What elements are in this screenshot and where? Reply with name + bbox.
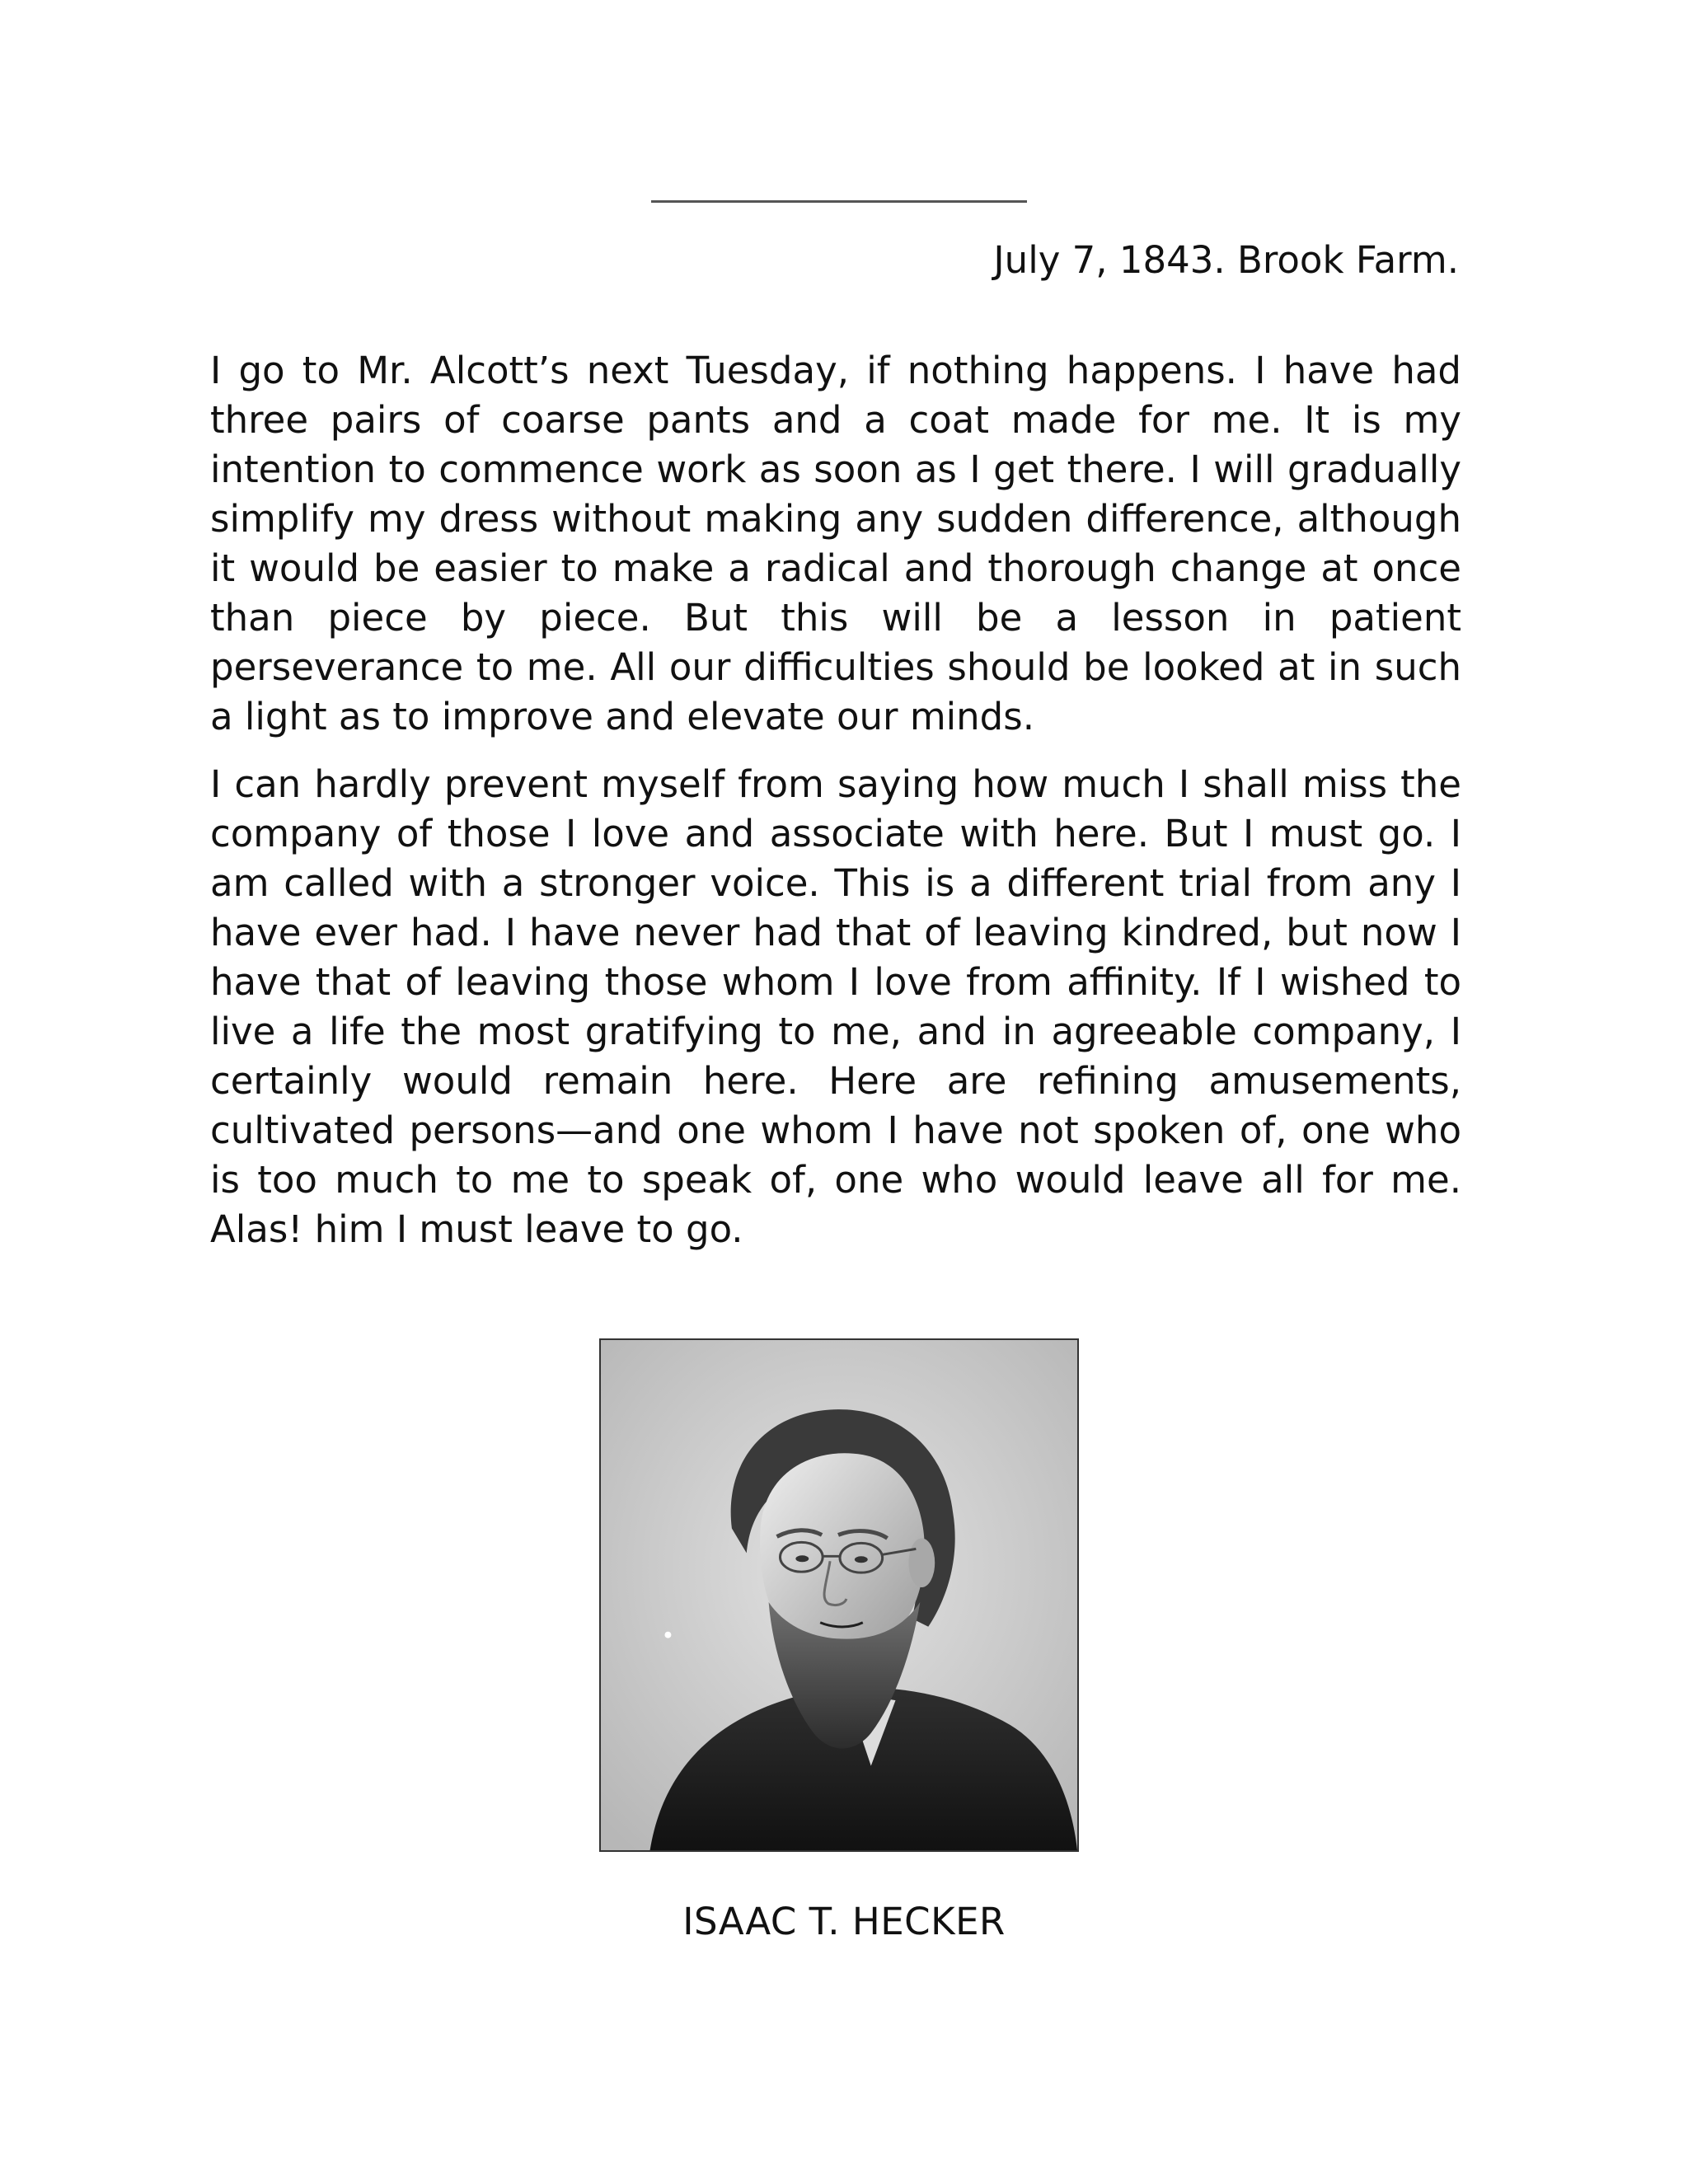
portrait-image [599,1338,1079,1852]
top-divider [651,200,1027,203]
body-text [210,346,1461,1272]
portrait-caption: ISAAC T. HECKER [682,1900,1006,1943]
paragraph-1: I go to Mr. Alcott’s next Tuesday, if nothing happens. I have had three pairs of coarse pants and a coat made for me. It is my intention to commence work as soon as I get there. I will gradually simplify my dress without making any sudden difference, although it would be easier to make a radical and thorough change at once than piece by piece. But this will be a lesson in patient perseverance to me. All our difficulties should be looked at in such a light as to improve and elevate our minds. [210,349,1461,738]
paragraph-2: I can hardly prevent myself from saying how much I shall miss the company of those I love and associate with here. But I must go. I am called with a stronger voice. This is a different trial from any I have ever had. I have never had that of leaving kindred, but now I have that of leaving those whom I love from affinity. If I wished to live a life the most gratifying to me, and in agreeable company, I certainly would remain here. Here are refining amusements, cultivated persons—and one whom I have not spoken of, one who is too much to me to speak of, one who would leave all for me. Alas! him I must leave to go. [210,762,1461,1251]
portrait-illustration [601,1340,1077,1850]
dateline: July 7, 1843. Brook Farm. [993,238,1459,282]
